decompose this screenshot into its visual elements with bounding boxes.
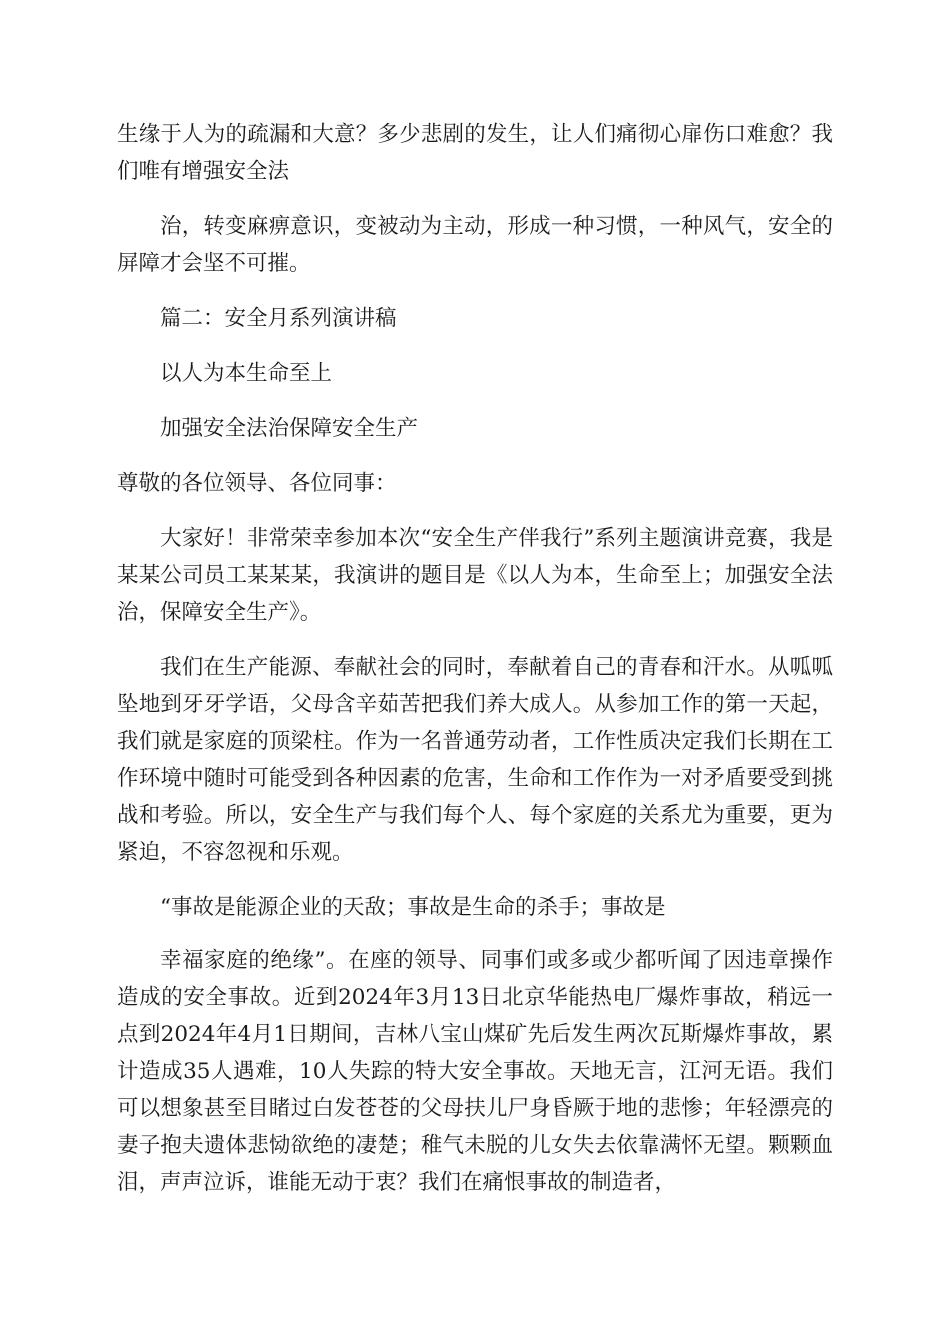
section-heading: 篇二：安全月系列演讲稿 [160,306,397,331]
document-body [117,116,833,1219]
speech-title-line-1: 以人为本生命至上 [160,361,333,386]
salutation: 尊敬的各位领导、各位同事： [117,471,397,496]
paragraph-4: 幸福家庭的绝缘”。在座的领导、同事们或多或少都听闻了因违章操作造成的安全事故。近到2024年3月13日北京华能热电厂爆炸事故，稍远一点到2024年4月1日期间，吉林八宝山煤矿先后发生两次瓦斯爆炸事故，累计造成35人遇难，10人失踪的特大安全事故。天地无言，江河无语。我们可以想象甚至目睹过白发苍苍的父母扶儿尸身昏厥于地的悲惨；年轻漂亮的妻子抱夫遗体悲恸欲绝的凄楚；稚气未脱的儿女失去依靠满怀无望。颗颗血泪，声声泣诉，谁能无动于衷？我们在痛恨事故的制造者， [117,948,833,1195]
paragraph-greeting: 大家好！非常荣幸参加本次“安全生产伴我行”系列主题演讲竞赛，我是某某公司员工某某某，我演讲的题目是《以人为本，生命至上；加强安全法治，保障安全生产》。 [117,526,833,625]
paragraph-2: 治，转变麻痹意识，变被动为主动，形成一种习惯，一种风气，安全的屏障才会坚不可摧。 [117,214,833,276]
paragraph-quote: “事故是能源企业的天敌；事故是生命的杀手；事故是 [160,895,666,920]
paragraph-1: 生缘于人为的疏漏和大意？多少悲剧的发生，让人们痛彻心扉伤口难愈？我们唯有增强安全法 [117,122,833,184]
speech-title-line-2: 加强安全法治保障安全生产 [160,416,419,441]
paragraph-3: 我们在生产能源、奉献社会的同时，奉献着自己的青春和汗水。从呱呱坠地到牙牙学语，父母含辛茹苦把我们养大成人。从参加工作的第一天起，我们就是家庭的顶梁柱。作为一名普通劳动者，工作性质决定我们长期在工作环境中随时可能受到各种因素的危害，生命和工作作为一对矛盾要受到挑战和考验。所以，安全生产与我们每个人、每个家庭的关系尤为重要，更为紧迫，不容忽视和乐观。 [117,655,833,865]
